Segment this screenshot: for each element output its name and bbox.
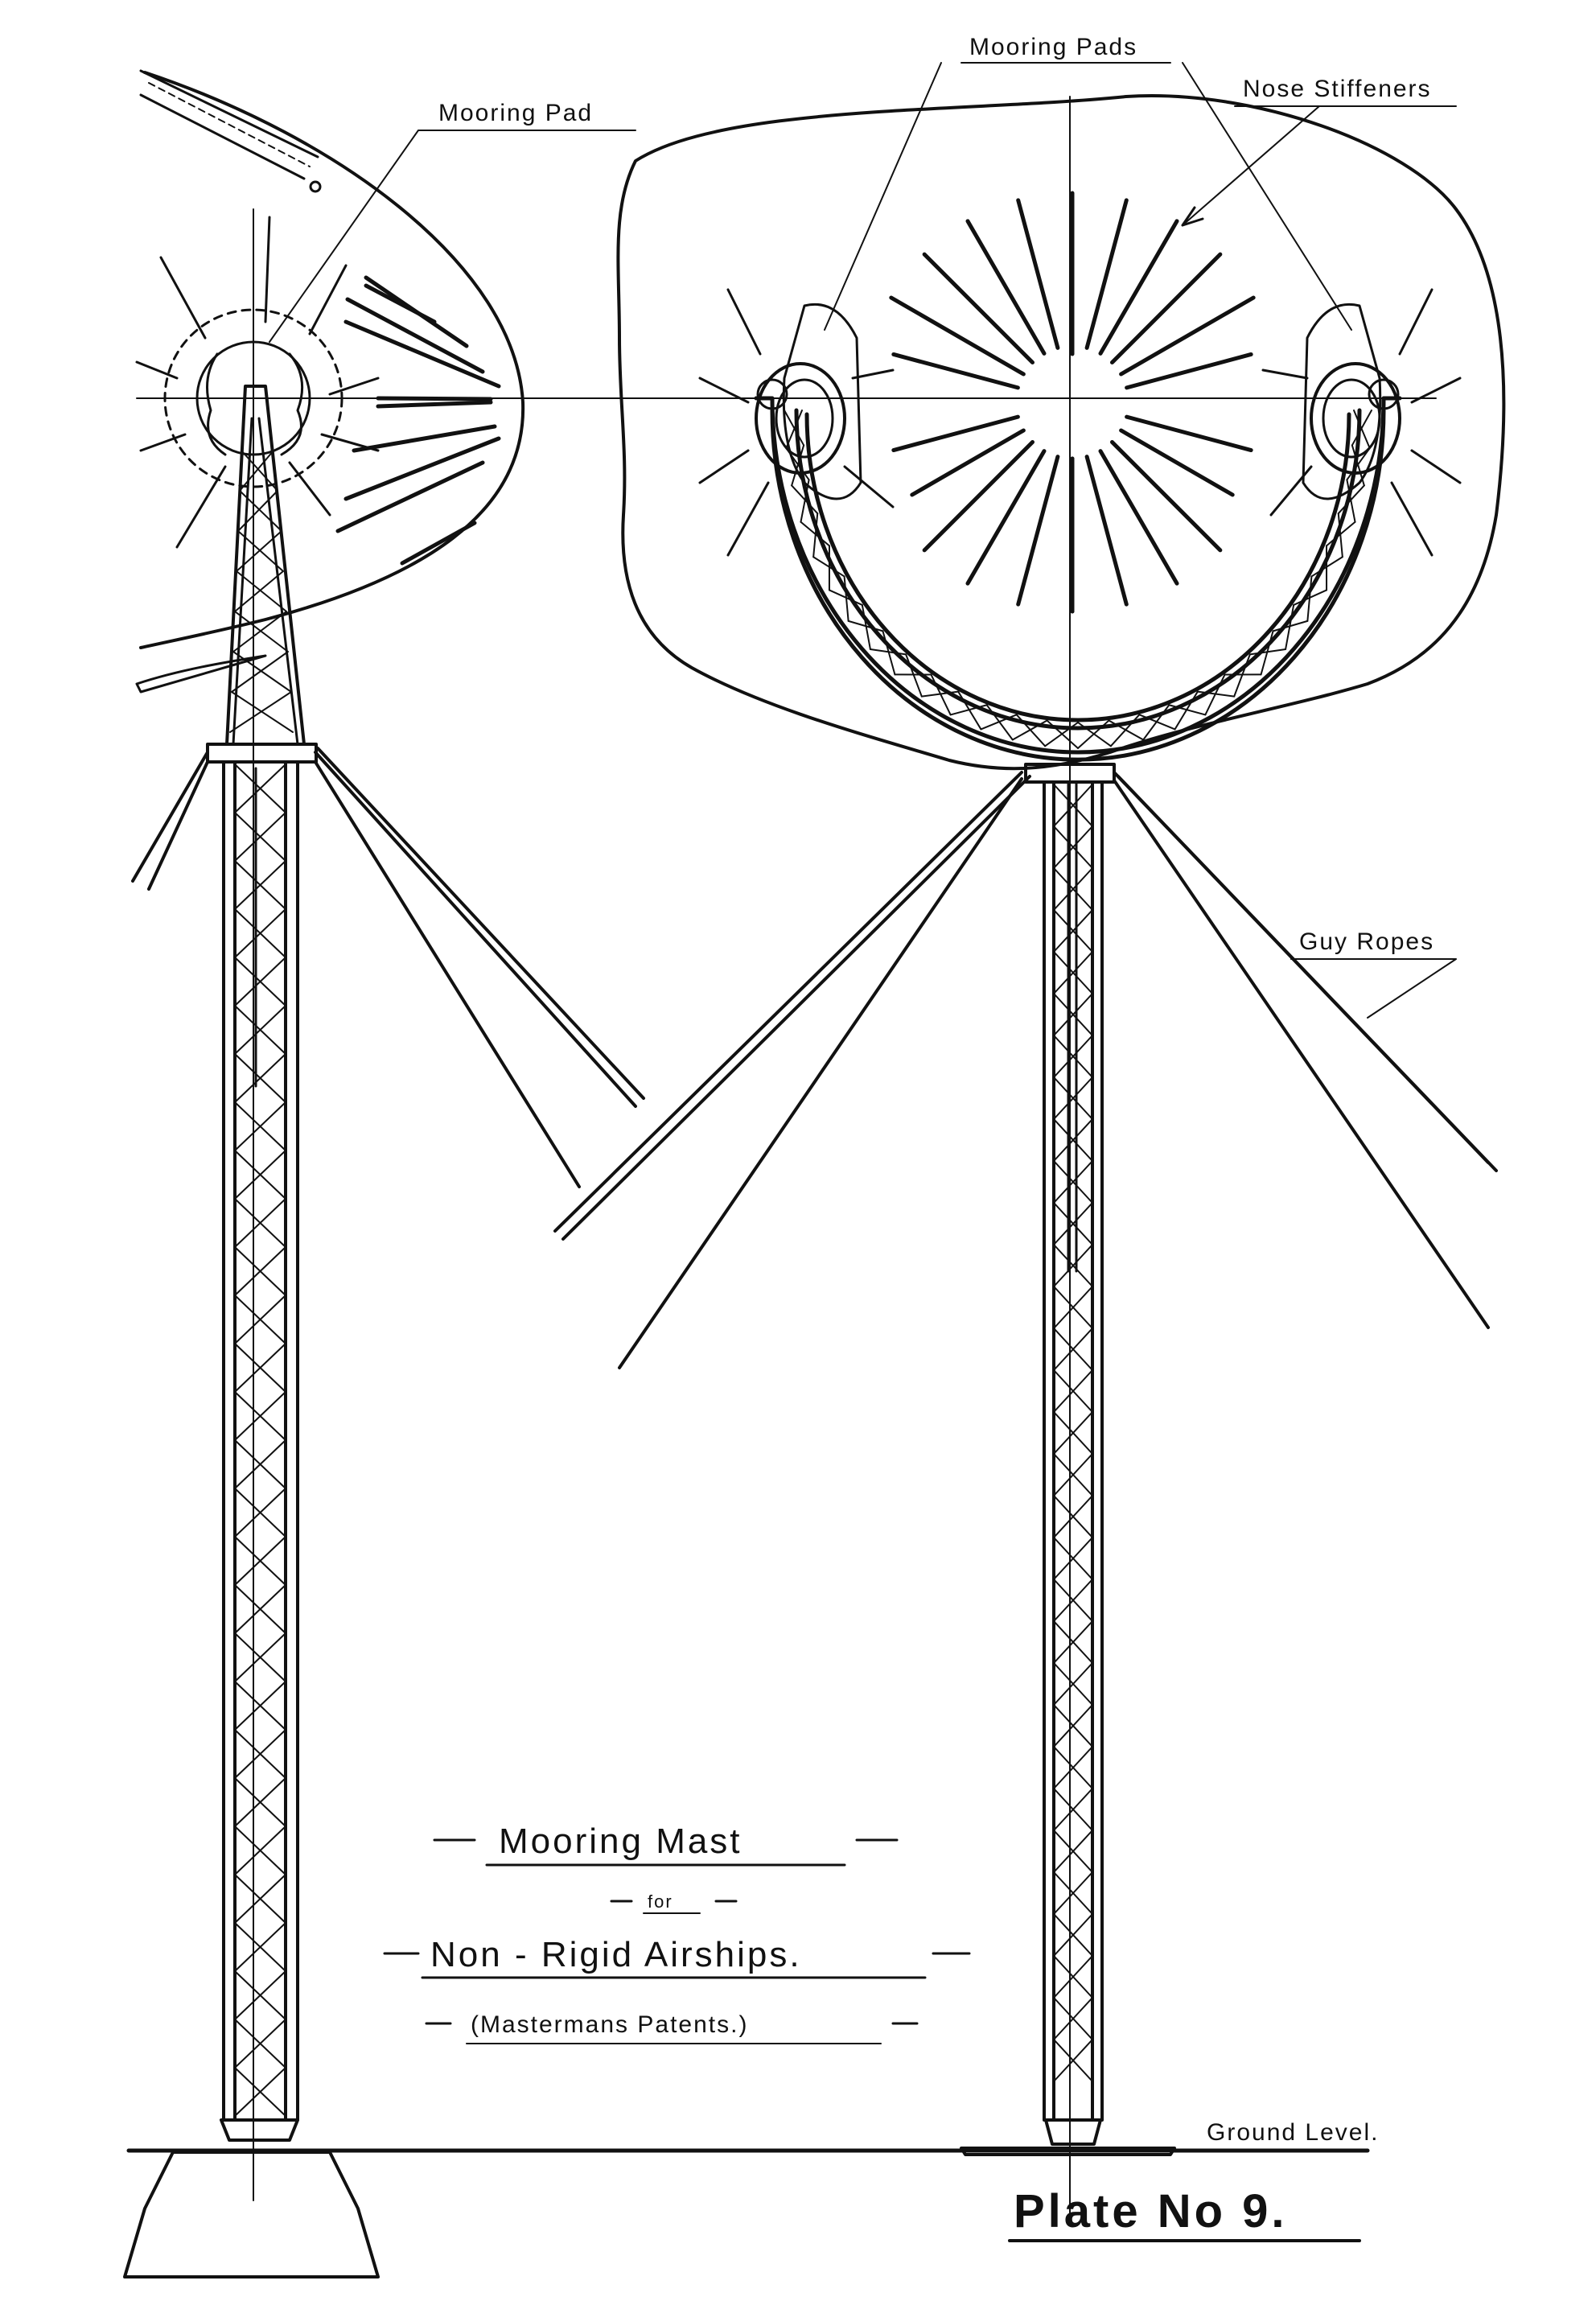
plate-number: Plate No 9. <box>1014 2185 1288 2237</box>
title-line-1: Mooring Mast <box>499 1822 742 1861</box>
mooring-pad-label: Mooring Pad <box>438 100 594 126</box>
left-mast-foot <box>221 2120 298 2140</box>
guy-ropes-label: Guy Ropes <box>1299 928 1435 955</box>
guy-ropes-leader <box>1291 959 1456 1018</box>
right-guy-ropes <box>555 772 1496 1368</box>
right-airship-envelope-outline <box>618 96 1503 768</box>
nose-stiffeners-label: Nose Stiffeners <box>1243 76 1432 102</box>
title-line-4: (Mastermans Patents.) <box>471 2011 749 2038</box>
left-mast-collar <box>208 744 316 762</box>
mooring-pads-leader <box>825 63 1351 330</box>
ground-level-label: Ground Level. <box>1207 2119 1380 2146</box>
left-airship-nose-outline <box>141 72 523 648</box>
title-line-3: Non - Rigid Airships. <box>430 1935 802 1974</box>
title-line-2: for <box>648 1892 673 1912</box>
left-concrete-base <box>125 2152 378 2277</box>
right-front-elevation <box>555 96 1503 2221</box>
mooring-pads-label: Mooring Pads <box>969 34 1138 60</box>
right-mast-foot <box>1046 2120 1100 2144</box>
title-block <box>385 1822 969 2044</box>
left-guy-ropes <box>133 748 644 1187</box>
right-lattice-mast <box>1044 782 1102 2120</box>
mooring-pad-leader <box>269 130 636 342</box>
left-lattice-mast <box>224 762 298 2120</box>
